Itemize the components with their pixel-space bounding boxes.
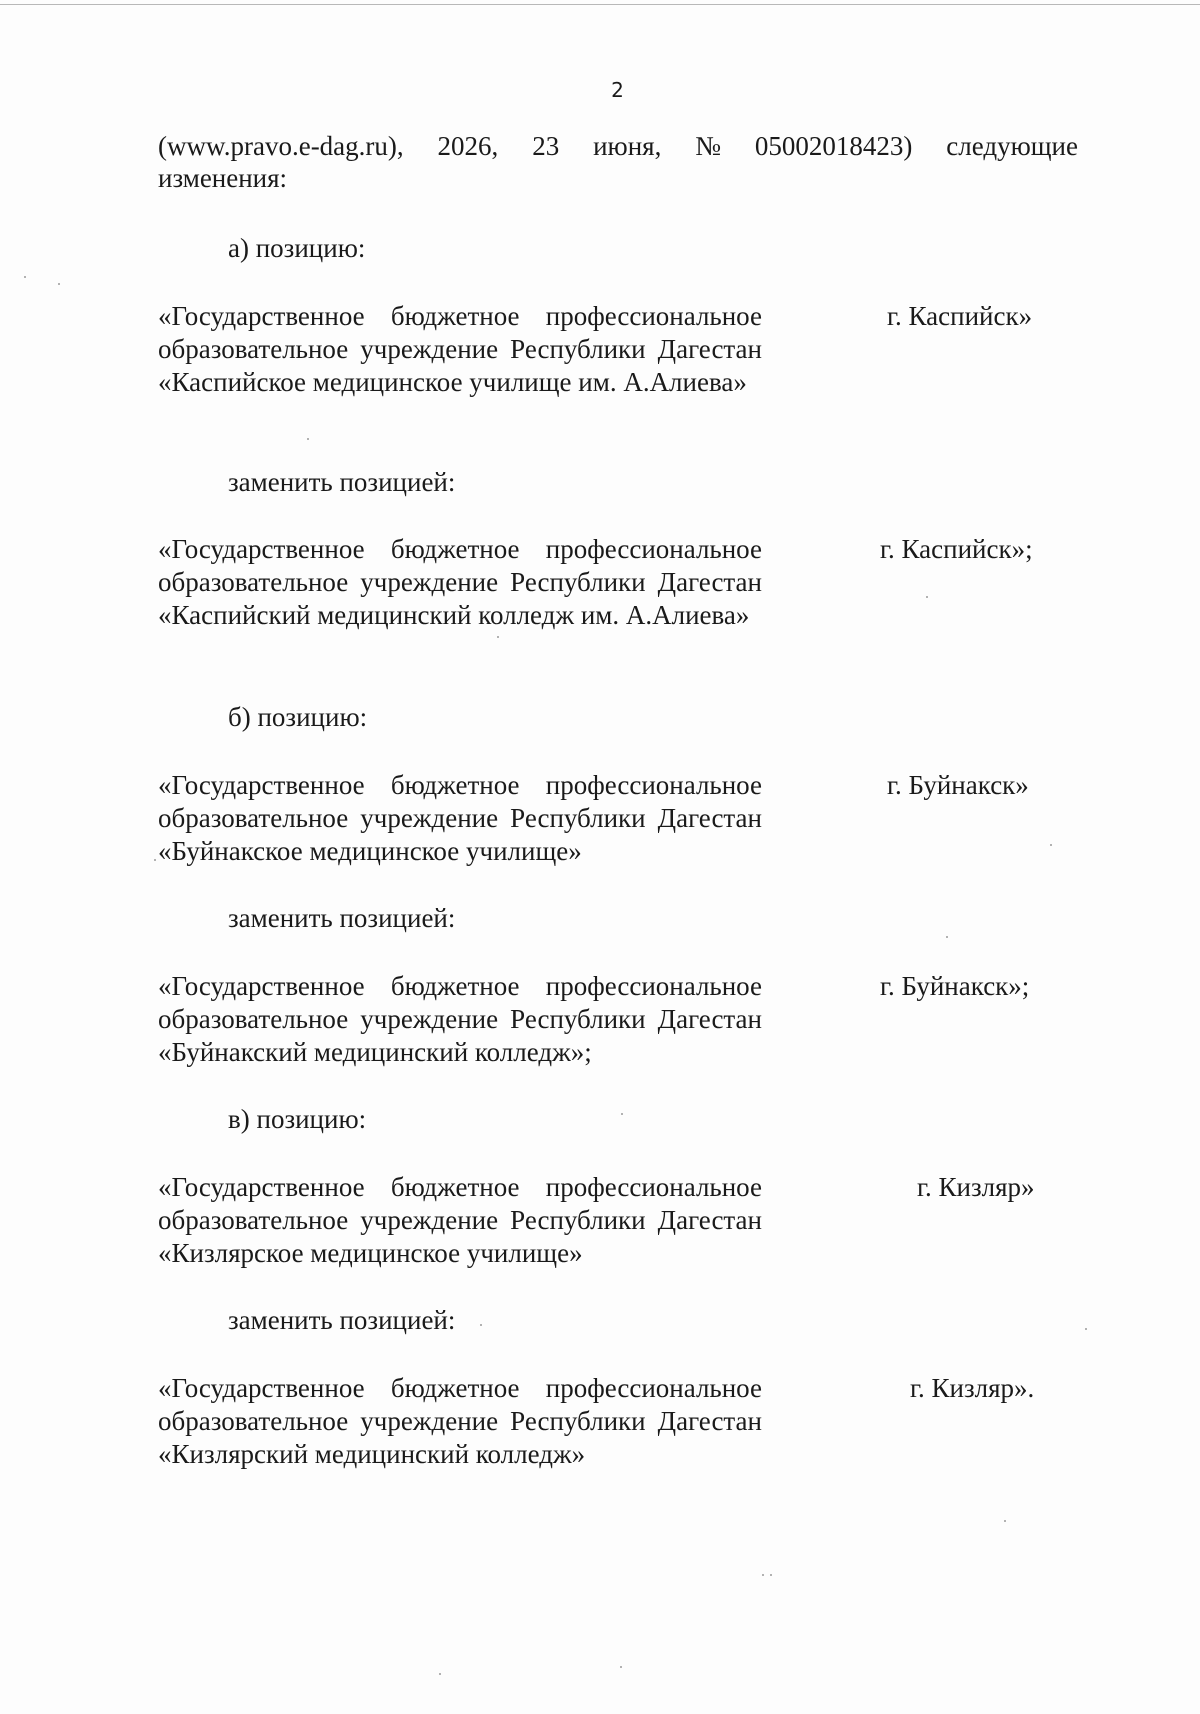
page-number: 2 bbox=[611, 78, 624, 102]
lead-word: 2026, bbox=[437, 131, 499, 161]
item-b-replace-label: заменить позицией: bbox=[228, 903, 456, 933]
scan-speck bbox=[621, 1113, 623, 1115]
scan-speck bbox=[480, 1324, 482, 1326]
scan-speck bbox=[439, 1673, 441, 1675]
scan-speck bbox=[1050, 844, 1052, 846]
scan-speck bbox=[58, 283, 60, 285]
lead-word: № bbox=[695, 131, 721, 161]
lead-word: (www.pravo.e-dag.ru), bbox=[158, 131, 404, 161]
lead-word: 05002018423) bbox=[754, 131, 913, 161]
scan-speck bbox=[762, 1574, 764, 1576]
scan-top-edge bbox=[0, 4, 1200, 5]
scan-speck bbox=[1004, 1520, 1006, 1522]
item-a-replace-label: заменить позицией: bbox=[228, 467, 456, 497]
scan-speck bbox=[926, 596, 928, 598]
lead-paragraph bbox=[158, 130, 1078, 194]
scan-speck bbox=[946, 936, 948, 938]
scan-speck bbox=[307, 438, 309, 440]
scan-speck bbox=[154, 859, 156, 861]
item-c-new-text: «Государственное бюджетное профессиональное образовательное учреждение Республики Дагестан «Кизлярский медицинский колледж» bbox=[158, 1373, 762, 1469]
lead-word: 23 bbox=[532, 131, 560, 161]
item-c-marker: в) позицию: bbox=[228, 1104, 367, 1134]
item-b-old-city: г. Буйнакск» bbox=[887, 770, 1029, 800]
item-a-old-text: «Государственное бюджетное профессиональное образовательное учреждение Республики Дагестан «Каспийское медицинское училище им. А.Алиева» bbox=[158, 301, 762, 397]
item-a-marker: а) позицию: bbox=[228, 233, 366, 263]
scan-speck bbox=[497, 636, 499, 638]
item-a-new-city: г. Каспийск»; bbox=[880, 534, 1033, 564]
item-c-new-city: г. Кизляр». bbox=[910, 1373, 1035, 1403]
item-c-replace-label: заменить позицией: bbox=[228, 1305, 456, 1335]
item-c-old-text: «Государственное бюджетное профессиональное образовательное учреждение Республики Дагестан «Кизлярское медицинское училище» bbox=[158, 1172, 762, 1268]
item-b-new-text: «Государственное бюджетное профессиональное образовательное учреждение Республики Дагестан «Буйнакский медицинский колледж»; bbox=[158, 971, 762, 1067]
lead-line-2: изменения: bbox=[158, 163, 288, 193]
item-a-new-text: «Государственное бюджетное профессиональное образовательное учреждение Республики Дагестан «Каспийский медицинский колледж им. А.Алиева» bbox=[158, 534, 762, 630]
lead-word: июня, bbox=[593, 131, 662, 161]
scan-speck bbox=[620, 1666, 622, 1668]
item-b-old-text: «Государственное бюджетное профессиональное образовательное учреждение Республики Дагестан «Буйнакское медицинское училище» bbox=[158, 770, 762, 866]
item-c-old-city: г. Кизляр» bbox=[917, 1172, 1035, 1202]
item-a-old-city: г. Каспийск» bbox=[887, 301, 1033, 331]
scan-speck bbox=[24, 276, 26, 278]
item-b-marker: б) позицию: bbox=[228, 702, 368, 732]
lead-line-1 bbox=[158, 130, 1078, 162]
scan-speck bbox=[770, 1574, 772, 1576]
item-b-new-city: г. Буйнакск»; bbox=[880, 971, 1030, 1001]
lead-word: следующие bbox=[946, 131, 1078, 161]
scan-speck bbox=[1085, 1328, 1087, 1330]
